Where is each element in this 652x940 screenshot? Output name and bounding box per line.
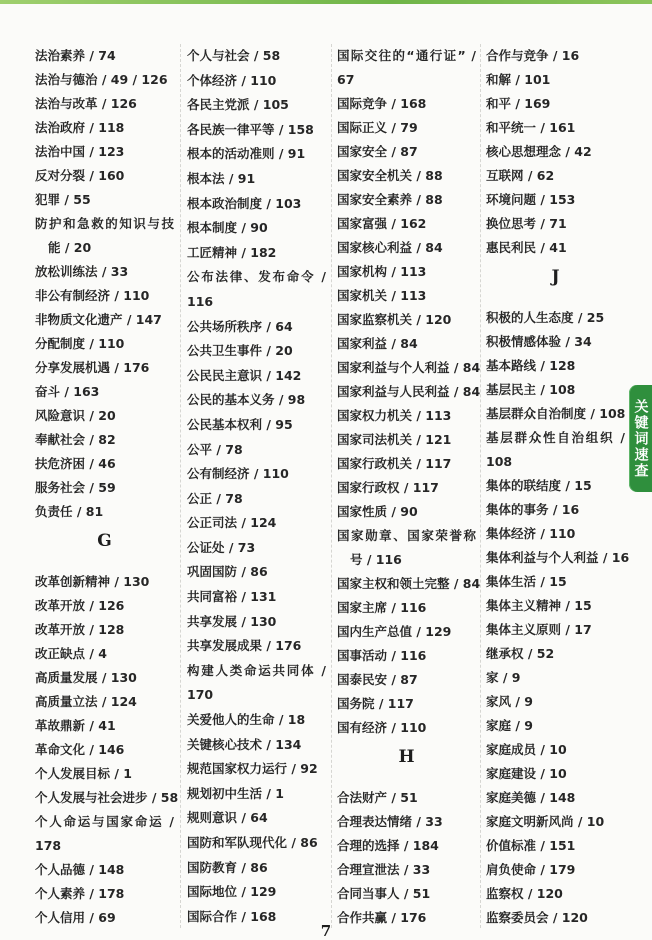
index-entry: 和平统一 / 161: [486, 120, 576, 135]
index-entry: 国际合作 / 168: [187, 908, 277, 924]
index-entry: 规范国家权力运行 / 92: [187, 761, 318, 777]
index-entry: 基层群众性自治组织 /: [486, 430, 625, 445]
index-entry: 革命文化 / 146: [35, 742, 125, 757]
index-entry: 积极的人生态度 / 25: [486, 310, 605, 325]
index-entry: 非公有制经济 / 110: [35, 288, 150, 303]
index-entry: 集体主义原则 / 17: [486, 622, 592, 637]
index-entry: 国际交往的“通行证” /: [337, 48, 476, 63]
index-entry: 国务院 / 117: [337, 696, 414, 711]
index-entry: 构建人类命运共同体 /: [187, 662, 326, 678]
index-entry: 公布法律、发布命令 /: [187, 269, 326, 285]
index-entry: 法治与德治 / 49 / 126: [35, 72, 168, 87]
index-entry: 集体的事务 / 16: [486, 502, 580, 517]
index-entry: 国家主席 / 116: [337, 600, 427, 615]
index-entry: 改革开放 / 128: [35, 622, 125, 637]
index-entry: 公民基本权利 / 95: [187, 416, 293, 432]
index-entry: 防护和急救的知识与技: [35, 216, 174, 231]
index-entry: 国家司法机关 / 121: [337, 432, 452, 447]
index-entry: 各民主党派 / 105: [187, 97, 289, 113]
index-entry: 肩负使命 / 179: [486, 862, 576, 877]
index-entry: 国际正义 / 79: [337, 120, 418, 135]
index-entry: 国家安全 / 87: [337, 144, 418, 159]
index-entry: 国家权力机关 / 113: [337, 408, 452, 423]
page-number: 7: [320, 922, 332, 940]
index-entry: 核心思想理念 / 42: [486, 144, 592, 159]
index-entry: 国泰民安 / 87: [337, 672, 418, 687]
index-entry: 改正缺点 / 4: [35, 646, 107, 661]
index-entry-continuation: 67: [337, 72, 355, 87]
index-entry: 公平 / 78: [187, 441, 243, 457]
index-entry: 个体经济 / 110: [187, 72, 277, 88]
index-entry: 换位思考 / 71: [486, 216, 567, 231]
index-entry: 共享发展 / 130: [187, 613, 277, 629]
index-entry: 奉献社会 / 82: [35, 432, 116, 447]
index-entry: 根本政治制度 / 103: [187, 195, 302, 211]
index-entry: 和解 / 101: [486, 72, 551, 87]
index-entry: 共同富裕 / 131: [187, 589, 277, 605]
index-entry: 巩固国防 / 86: [187, 564, 268, 580]
index-entry: 法治素养 / 74: [35, 48, 116, 63]
index-entry: 公民民主意识 / 142: [187, 367, 302, 383]
index-column: [35, 44, 179, 930]
index-entry: 家庭文明新风尚 / 10: [486, 814, 605, 829]
index-entry: 环境问题 / 153: [486, 192, 576, 207]
index-entry: 负责任 / 81: [35, 504, 104, 519]
index-entry: 改革开放 / 126: [35, 598, 125, 613]
index-entry: 共享发展成果 / 176: [187, 638, 302, 654]
index-entry: 基层民主 / 108: [486, 382, 576, 397]
index-entry: 公正 / 78: [187, 490, 243, 506]
index-entry: 互联网 / 62: [486, 168, 555, 183]
index-entry: 国家利益与人民利益 / 84: [337, 384, 481, 399]
index-entry: 放松训练法 / 33: [35, 264, 129, 279]
index-entry: 监察权 / 120: [486, 886, 563, 901]
index-entry: 国家监察机关 / 120: [337, 312, 452, 327]
column-divider: [331, 44, 332, 928]
index-entry: 基层群众自治制度 / 108: [486, 406, 626, 421]
index-entry: 国家行政机关 / 117: [337, 456, 452, 471]
index-entry: 个人发展与社会进步 / 58: [35, 790, 179, 805]
index-entry: 个人素养 / 178: [35, 886, 125, 901]
index-entry: 国家安全素养 / 88: [337, 192, 443, 207]
index-entry: 犯罪 / 55: [35, 192, 91, 207]
index-entry: 国家性质 / 90: [337, 504, 418, 519]
index-entry: 家风 / 9: [486, 694, 533, 709]
index-entry: 个人信用 / 69: [35, 910, 116, 925]
index-entry: 公正司法 / 124: [187, 515, 277, 531]
index-entry: 公有制经济 / 110: [187, 466, 289, 482]
index-entry: 国家主权和领土完整 / 84: [337, 576, 481, 591]
index-entry: 合法财产 / 51: [337, 790, 418, 805]
index-entry: 法治政府 / 118: [35, 120, 125, 135]
index-entry: 公民的基本义务 / 98: [187, 392, 306, 408]
index-entry: 国有经济 / 110: [337, 720, 427, 735]
index-entry: 服务社会 / 59: [35, 480, 116, 495]
index-entry: 集体主义精神 / 15: [486, 598, 592, 613]
column-divider: [480, 44, 481, 928]
index-entry: 根本的活动准则 / 91: [187, 146, 306, 162]
index-entry: 合作共赢 / 176: [337, 910, 427, 925]
index-entry: 国防教育 / 86: [187, 859, 268, 875]
index-entry: 家庭成员 / 10: [486, 742, 567, 757]
index-entry: 奋斗 / 163: [35, 384, 100, 399]
index-entry: 国家行政权 / 117: [337, 480, 439, 495]
index-entry: 公共场所秩序 / 64: [187, 318, 293, 334]
index-entry: 家 / 9: [486, 670, 521, 685]
index-entry: 分享发展机遇 / 176: [35, 360, 150, 375]
index-entry-continuation: 号 / 116: [350, 552, 402, 567]
index-entry: 国内生产总值 / 129: [337, 624, 452, 639]
index-entry: 集体的联结度 / 15: [486, 478, 592, 493]
index-entry: 国事活动 / 116: [337, 648, 427, 663]
section-heading: J: [551, 267, 560, 287]
index-entry: 改革创新精神 / 130: [35, 574, 150, 589]
index-entry: 国际地位 / 129: [187, 884, 277, 900]
index-entry: 国防和军队现代化 / 86: [187, 835, 318, 850]
index-entry: 国际竞争 / 168: [337, 96, 427, 111]
index-entry: 惠民利民 / 41: [486, 240, 567, 255]
index-entry: 和平 / 169: [486, 96, 551, 111]
index-entry: 国家利益 / 84: [337, 336, 418, 351]
column-divider: [180, 44, 181, 928]
index-entry: 合理的选择 / 184: [337, 838, 439, 853]
section-heading: G: [97, 531, 112, 551]
index-entry: 集体经济 / 110: [486, 526, 576, 541]
index-entry: 规划初中生活 / 1: [187, 785, 284, 801]
index-entry: 积极情感体验 / 34: [486, 334, 592, 349]
index-entry: 各民族一律平等 / 158: [187, 121, 314, 137]
index-entry: 家庭美德 / 148: [486, 790, 576, 805]
index-entry: 工匠精神 / 182: [187, 244, 277, 260]
keyword-lookup-tab: [629, 385, 652, 492]
index-entry: 法治中国 / 123: [35, 144, 125, 159]
index-entry-continuation: 能 / 20: [48, 240, 92, 255]
keyword-lookup-tab-label: 关键词速查: [632, 398, 649, 479]
index-entry: 根本制度 / 90: [187, 220, 268, 236]
index-entry: 非物质文化遗产 / 147: [35, 312, 162, 327]
index-entry: 家庭 / 9: [486, 718, 533, 733]
index-entry: 公证处 / 73: [187, 539, 256, 555]
index-entry: 个人与社会 / 58: [187, 48, 281, 63]
index-entry: 基本路线 / 128: [486, 358, 576, 373]
index-entry: 国家机构 / 113: [337, 264, 427, 279]
index-entry: 合作与竞争 / 16: [486, 48, 580, 63]
index-entry: 关爱他人的生命 / 18: [187, 712, 306, 728]
index-entry-continuation: 108: [486, 454, 513, 469]
index-column: [187, 44, 326, 929]
index-entry-continuation: 178: [35, 838, 62, 853]
index-entry-continuation: 170: [187, 687, 214, 703]
section-heading: H: [398, 747, 415, 767]
index-entry: 合理表达情绪 / 33: [337, 814, 443, 829]
index-entry-continuation: 116: [187, 293, 214, 309]
index-entry: 根本法 / 91: [187, 170, 256, 186]
index-entry: 家庭建设 / 10: [486, 766, 567, 781]
index-entry: 价值标准 / 151: [486, 838, 576, 853]
index-entry: 个人发展目标 / 1: [35, 766, 132, 781]
index-entry: 合同当事人 / 51: [337, 886, 431, 901]
index-entry: 分配制度 / 110: [35, 336, 125, 351]
index-entry: 公共卫生事件 / 20: [187, 343, 293, 359]
index-entry: 监察委员会 / 120: [486, 910, 588, 925]
index-entry: 反对分裂 / 160: [35, 168, 125, 183]
index-entry: 国家安全机关 / 88: [337, 168, 443, 183]
index-entry: 革故鼎新 / 41: [35, 718, 116, 733]
index-column: [337, 44, 481, 930]
index-entry: 关键核心技术 / 134: [187, 736, 302, 752]
index-entry: 国家核心利益 / 84: [337, 240, 443, 255]
index-entry: 个人品德 / 148: [35, 862, 125, 877]
index-entry: 法治与改革 / 126: [35, 96, 137, 111]
index-entry: 扶危济困 / 46: [35, 456, 116, 471]
index-entry: 规则意识 / 64: [187, 810, 268, 826]
index-entry: 合理宣泄法 / 33: [337, 862, 431, 877]
index-entry: 国家富强 / 162: [337, 216, 427, 231]
index-entry: 个人命运与国家命运 /: [35, 814, 174, 829]
index-entry: 高质量发展 / 130: [35, 670, 137, 685]
index-entry: 集体利益与个人利益 / 16: [486, 550, 630, 565]
index-entry: 高质量立法 / 124: [35, 694, 137, 709]
index-column: [486, 44, 630, 930]
top-color-stripe: [0, 0, 652, 4]
index-entry: 国家利益与个人利益 / 84: [337, 360, 481, 375]
index-entry: 继承权 / 52: [486, 646, 555, 661]
index-entry: 国家勋章、国家荣誉称: [337, 528, 476, 543]
index-entry: 集体生活 / 15: [486, 574, 567, 589]
index-entry: 风险意识 / 20: [35, 408, 116, 423]
index-entry: 国家机关 / 113: [337, 288, 427, 303]
